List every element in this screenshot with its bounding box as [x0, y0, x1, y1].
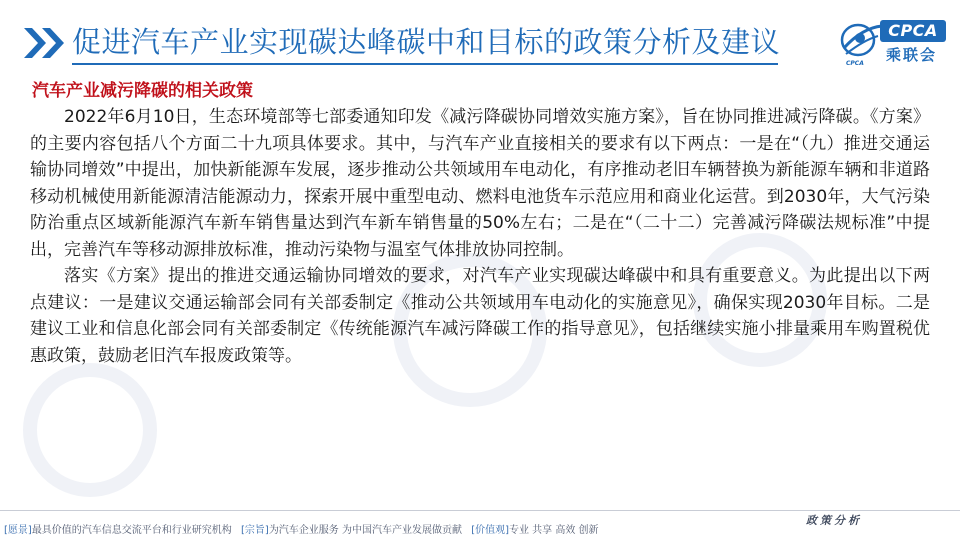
paragraph-recommendation: 落实《方案》提出的推进交通运输协同增效的要求，对汽车产业实现碳达峰碳中和具有重要意义。为此提出以下两点建议：一是建议交通运输部会同有关部委制定《推动公共领域用车电动化的实施意见》，确保实现2030年目标。二是建议工业和信息化部会同有关部委制定《传统能源汽车减污降碳工作的指导意见》，包括继续实施小排量乘用车购置税优惠政策，鼓励老旧汽车报废政策等。 [30, 266, 930, 366]
footer-values: 专业 共享 高效 创新 [509, 525, 599, 536]
page-title: 促进汽车产业实现碳达峰碳中和目标的政策分析及建议 [72, 25, 781, 59]
footer-tag: 政策分析 [806, 514, 862, 527]
main-content [30, 78, 930, 369]
logo-small-text: CPCA [846, 60, 864, 67]
cpca-logo [838, 16, 950, 68]
section-subtitle: 汽车产业减污降碳的相关政策 [32, 81, 253, 101]
footer-mission-key: [宗旨] [241, 525, 269, 536]
logo-badge: CPCA [880, 20, 946, 42]
footer-values-key: [价值观] [471, 525, 509, 536]
footer-vision: 最具价值的汽车信息交流平台和行业研究机构 [31, 525, 232, 536]
globe-logo-icon [838, 18, 884, 64]
slide-header [0, 0, 960, 78]
paragraph-policy: 2022年6月10日，生态环境部等七部委通知印发《减污降碳协同增效实施方案》，旨在协同推进减污降碳。《方案》的主要内容包括八个方面二十九项具体要求。其中，与汽车产业直接相关的要求有以下两点：一是在“（九）推进交通运输协同增效”中提出，加快新能源车发展，逐步推动公共领域用车电动化，有序推动老旧车辆替换为新能源车辆和非道路移动机械使用新能源清洁能源动力，探索开展中重型电动、燃料电池货车示范应用和商业化运营。到2030年，大气污染防治重点区域新能源汽车新车销售量达到汽车新车销售量的50%左右；二是在“（二十二）完善减污降碳法规标准”中提出，完善汽车等移动源排放标准，推动污染物与温室气体排放协同控制。 [30, 107, 930, 260]
title-underline [72, 63, 778, 65]
footer-mission: 为汽车企业服务 为中国汽车产业发展做贡献 [268, 525, 462, 536]
footer-vision-key: [愿景] [4, 525, 32, 536]
footer-mission-bar [4, 524, 605, 538]
footer-divider [0, 510, 960, 511]
double-chevron-icon [22, 26, 68, 60]
logo-name-cn: 乘联会 [886, 46, 938, 64]
